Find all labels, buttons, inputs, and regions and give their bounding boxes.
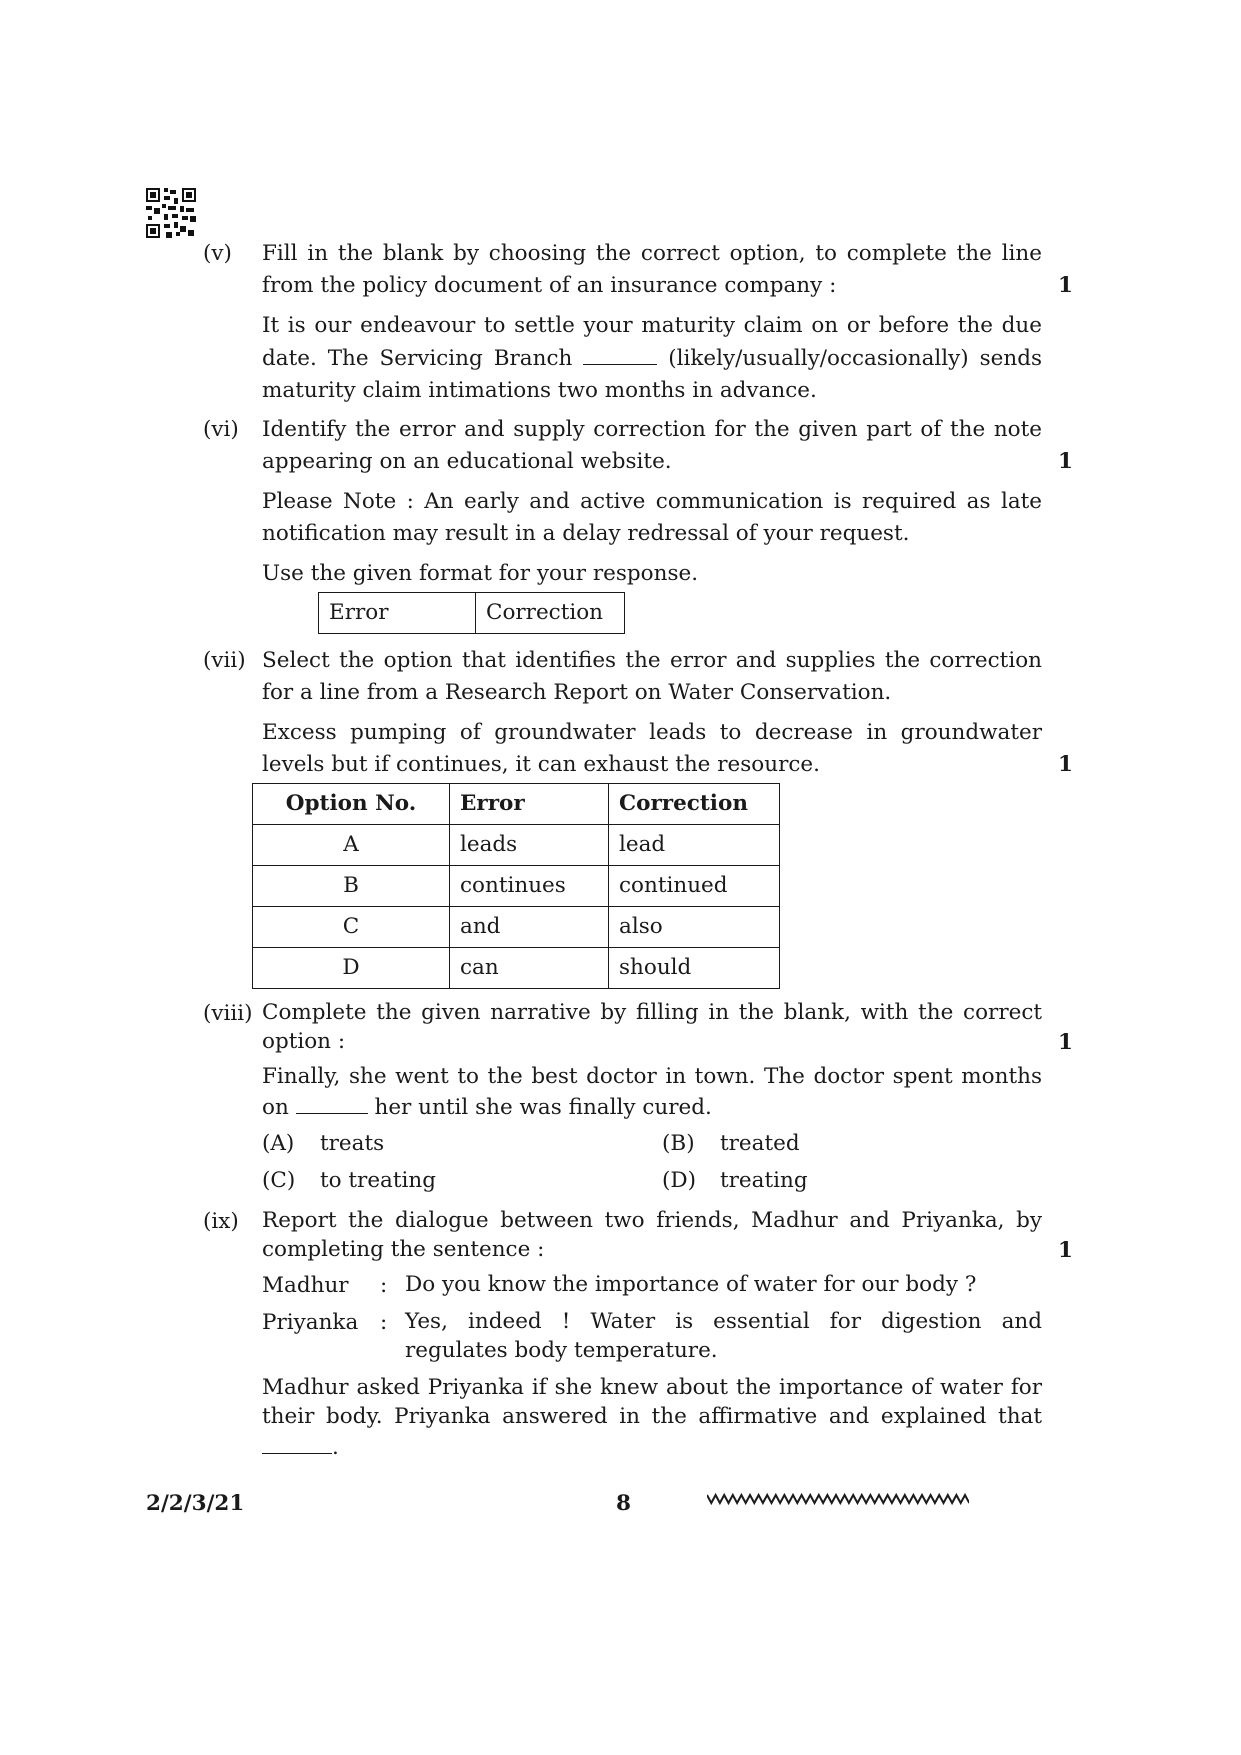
question-prompt: Identify the error and supply correction for the given part of the note appearing on an educational website.: [262, 417, 1042, 474]
table-row: D can should: [253, 948, 780, 989]
question-passage: Excess pumping of groundwater leads to decrease in groundwater levels but if continues, it can exhaust the resource.: [262, 720, 1042, 777]
question-prompt: Complete the given narrative by filling in the blank, with the correct option :: [262, 1000, 1042, 1054]
question-prompt: Fill in the blank by choosing the correct option, to complete the line from the policy document of an insurance company :: [262, 241, 1042, 298]
table-row: B continues continued: [253, 866, 780, 907]
question-passage: Finally, she went to the best doctor in town. The doctor spent months on her until she was finally cured.: [262, 1064, 1042, 1120]
options-table: [252, 783, 780, 989]
table-header: Error: [450, 784, 609, 825]
marks: 1: [1058, 1030, 1073, 1055]
answer-blank: [583, 342, 657, 365]
answer-blank: [262, 1431, 332, 1454]
speaker-name: Madhur: [262, 1273, 349, 1298]
marks: 1: [1058, 1238, 1073, 1263]
marks: 1: [1058, 449, 1073, 474]
dialogue-text: Yes, indeed ! Water is essential for digestion and regulates body temperature.: [405, 1309, 1042, 1363]
dialogue-line: Madhur : Do you know the importance of water for our body ?: [262, 1270, 1042, 1299]
question-number: (ix): [203, 1209, 239, 1234]
dialogue-line: Priyanka : Yes, indeed ! Water is essential for digestion and regulates body temperature.: [262, 1309, 1042, 1363]
table-header: Correction: [609, 784, 780, 825]
answer-options: [262, 1128, 1042, 1202]
question-number: (vi): [203, 417, 239, 442]
question-number: (viii): [203, 1001, 253, 1026]
page-number: 8: [616, 1491, 631, 1516]
answer-blank: [296, 1091, 368, 1114]
question-passage: Please Note : An early and active communication is required as late notification may result in a delay redressal of your request.: [262, 489, 1042, 546]
question-number: (vii): [203, 648, 246, 673]
format-cell-error: Error: [319, 593, 476, 634]
dialogue-text: Do you know the importance of water for our body ?: [405, 1272, 977, 1297]
table-row: A leads lead: [253, 825, 780, 866]
report-sentence: Madhur asked Priyanka if she knew about the importance of water for their body. Priyanka answered in the affirmative and explained that .: [262, 1375, 1042, 1460]
option-a[interactable]: (A) treats: [262, 1131, 385, 1156]
paper-code: 2/2/3/21: [146, 1491, 245, 1516]
option-d[interactable]: (D) treating: [662, 1168, 808, 1193]
question-number: (v): [203, 241, 232, 266]
speaker-name: Priyanka: [262, 1310, 359, 1335]
question-prompt: Select the option that identifies the error and supplies the correction for a line from a Research Report on Water Conservation.: [262, 648, 1042, 705]
qr-code-icon: [146, 188, 196, 238]
question-passage: It is our endeavour to settle your maturity claim on or before the due date. The Servicing Branch (likely/usually/occasionally) sends maturity claim intimations two months in advance.: [262, 313, 1042, 403]
marks: 1: [1058, 752, 1073, 777]
table-header: Option No.: [253, 784, 450, 825]
response-format-table: [318, 592, 625, 634]
option-c[interactable]: (C) to treating: [262, 1168, 437, 1193]
format-cell-correction: Correction: [476, 593, 625, 634]
format-instruction: Use the given format for your response.: [262, 561, 699, 586]
wave-line-icon: [707, 1492, 969, 1506]
table-row: C and also: [253, 907, 780, 948]
question-prompt: Report the dialogue between two friends, Madhur and Priyanka, by completing the sentence :: [262, 1208, 1042, 1262]
marks: 1: [1058, 273, 1073, 298]
option-b[interactable]: (B) treated: [662, 1131, 800, 1156]
